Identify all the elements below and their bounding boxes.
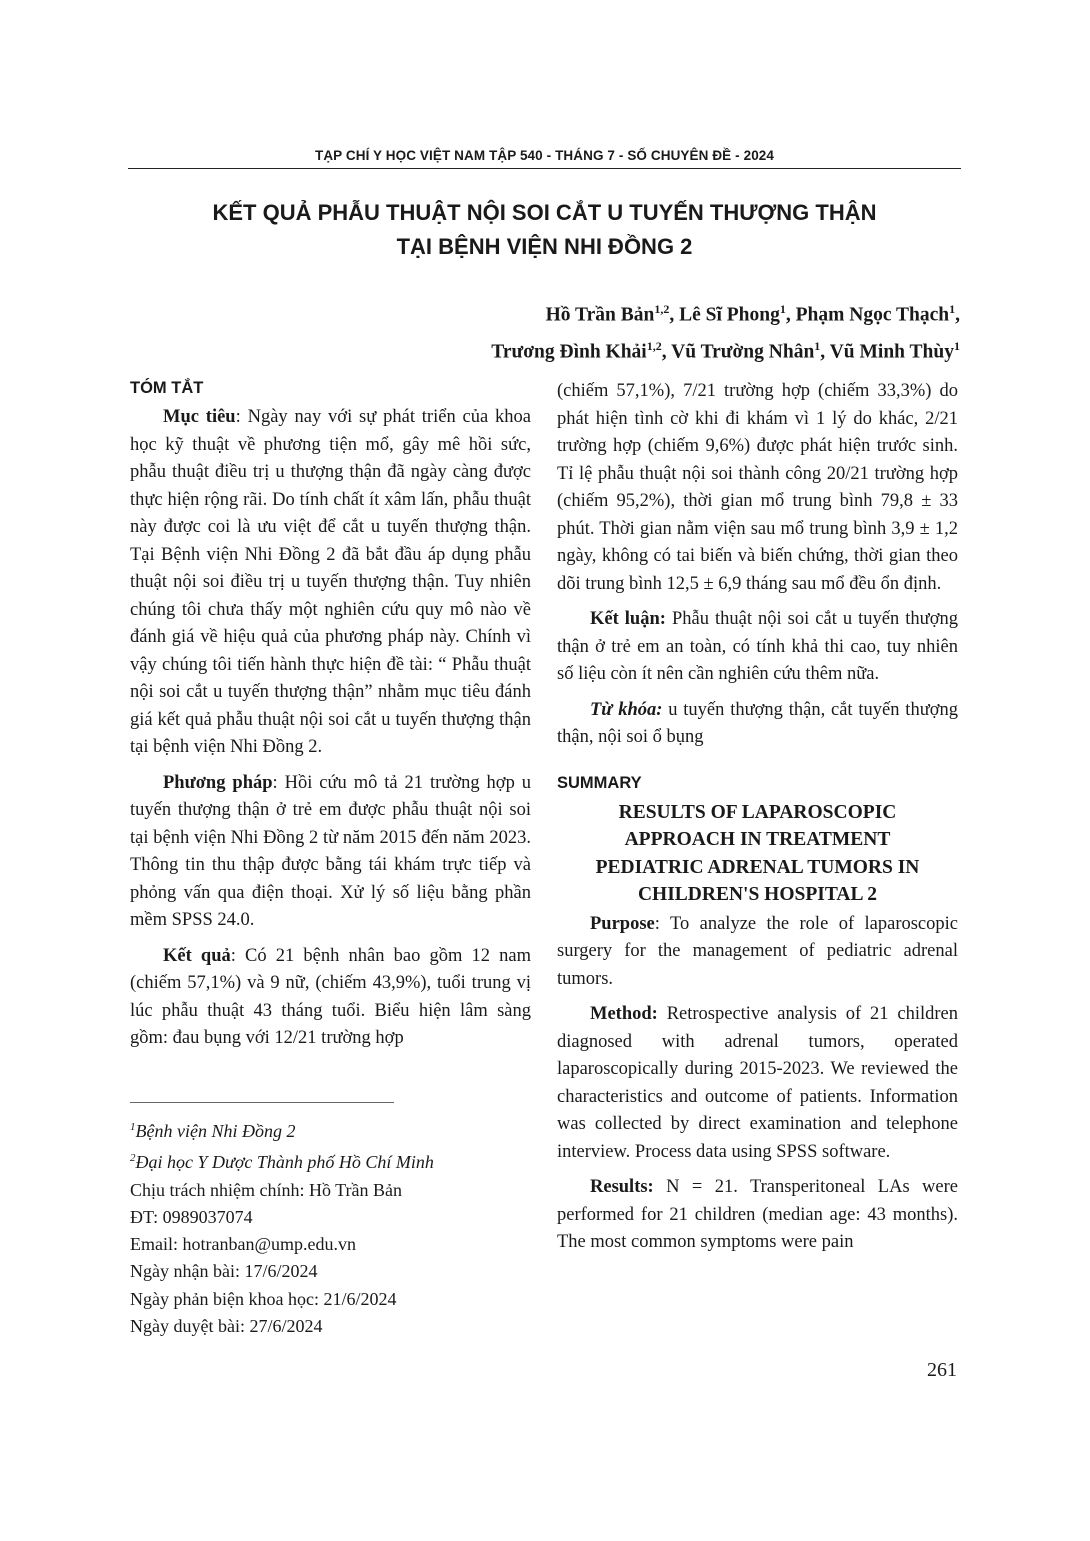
objective-paragraph (130, 404, 531, 762)
method-en-text: Retrospective analysis of 21 children diagnosed with adrenal tumors, operated laparoscopically during 2015-2023. We reviewed the characteristics and outcome of patients. Information was collected by direct examination and telephone interview. Process data using SPSS software. (557, 1004, 958, 1162)
summary-title-line: PEDIATRIC ADRENAL TUMORS IN (595, 856, 920, 878)
method-en-label: Method: (590, 1004, 658, 1024)
conclusion-paragraph (557, 606, 958, 689)
results-en-paragraph (557, 1174, 958, 1257)
author-affiliation: 1 (779, 302, 786, 316)
method-paragraph (130, 770, 531, 935)
objective-text: : Ngày nay với sự phát triển của khoa học kỹ thuật về phương tiện mổ, gây mê hồi sức, phẫu thuật điều trị u thượng thận đã ngày càng được thực hiện rộng rãi. Do tính chất ít xâm lấn, phẫu thuật này được coi là ưu việt để cắt u tuyến thượng thận. Tại Bệnh viện Nhi Đồng 2 đã bắt đầu áp dụng phẫu thuật nội soi điều trị u tuyến thượng thận. Tuy nhiên chúng tôi chưa thấy một nghiên cứu quy mô nào về đánh giá về hiệu quả của phương pháp này. Chính vì vậy chúng tôi tiến hành thực hiện đề tài: “ Phẫu thuật nội soi cắt u tuyến thượng thận” nhằm mục tiêu đánh giá kết quả phẫu thuật nội soi cắt u tuyến thượng thận tại bệnh viện Nhi Đồng 2. (130, 407, 531, 757)
summary-heading: SUMMARY (557, 773, 642, 792)
page-number: 261 (927, 1359, 957, 1381)
objective-label: Mục tiêu (163, 407, 236, 427)
responsible-author: Chịu trách nhiệm chính: Hồ Trần Bản (130, 1179, 402, 1200)
results-continued: (chiếm 57,1%), 7/21 trường hợp (chiếm 33,3%) do phát hiện tình cờ khi đi khám vì 1 lý do khác, 2/21 trường hợp (chiếm 9,6%) được phát hiện trước sinh. Tỉ lệ phẫu thuật nội soi thành công 20/21 trường hợp (chiếm 95,2%), thời gian mổ trung bình 79,8 ± 33 phút. Thời gian nằm viện sau mổ trung bình 3,9 ± 1,2 ngày, không có tai biến và biến chứng, thời gian theo dõi trung bình 12,5 ± 6,9 tháng sau mổ đều ổn định. (557, 381, 958, 594)
summary-title (557, 799, 958, 909)
conclusion-label: Kết luận: (590, 609, 666, 629)
footnotes (130, 1114, 530, 1340)
affiliation-2 (130, 1145, 530, 1176)
author-separator: , (785, 304, 796, 326)
date-reviewed: Ngày phản biện khoa học: 21/6/2024 (130, 1288, 397, 1309)
conclusion-text: Phẫu thuật nội soi cắt u tuyến thượng thận ở trẻ em an toàn, có tính khả thi cao, tuy nhiên số liệu còn ít nên cần nghiên cứu thêm nữa. (557, 609, 958, 684)
author-separator: , (669, 304, 680, 326)
author-name: Phạm Ngọc Thạch (795, 304, 950, 326)
abstract-heading-vi: TÓM TẮT (130, 379, 204, 397)
purpose-paragraph (557, 911, 958, 994)
method-en-paragraph (557, 1001, 958, 1166)
author-affiliation: 1 (814, 338, 821, 353)
author-separator: , (661, 341, 672, 362)
footnote-rule (130, 1102, 394, 1103)
author-name: Lê Sĩ Phong (679, 304, 780, 326)
author-affiliation: 1 (954, 338, 960, 353)
affiliation-number: 2 (130, 1152, 136, 1165)
author-affiliation: 1 (949, 302, 956, 316)
results-en-label: Results: (590, 1177, 654, 1197)
email-address: Email: hotranban@ump.edu.vn (130, 1234, 357, 1255)
author-name: Vũ Trường Nhân (671, 341, 815, 362)
method-text: : Hồi cứu mô tả 21 trường hợp u tuyến thượng thận ở trẻ em được phẫu thuật nội soi tại bệnh viện Nhi Đồng 2 từ năm 2015 đến năm 2023. Thông tin thu thập được bằng tái khám trực tiếp và phỏng vấn qua điện thoại. Xử lý số liệu bằng phần mềm SPSS 24.0. (130, 772, 532, 930)
author-name: Hồ Trần Bản (545, 304, 655, 326)
purpose-text: : To analyze the role of laparoscopic surgery for the management of pediatric adrenal tumors. (557, 913, 958, 989)
results-en-text: N = 21. Transperitoneal LAs were performed for 21 children (median age: 43 months). The most common symptoms were pain (557, 1177, 958, 1252)
results-text: : Có 21 bệnh nhân bao gồm 12 nam (chiếm 57,1%) và 9 nữ, (chiếm 43,9%), tuổi trung vị lúc phẫu thuật 43 tháng tuổi. Biểu hiện lâm sàng gồm: đau bụng với 12/21 trường hợp (130, 945, 531, 1048)
author-separator: , (820, 341, 830, 362)
author-line-2 (300, 331, 960, 368)
keywords-label: Từ khóa: (590, 699, 663, 720)
author-name: Vũ Minh Thùy (829, 341, 954, 362)
summary-title-line: APPROACH IN TREATMENT (624, 829, 891, 850)
affiliation-text: Đại học Y Dược Thành phố Hồ Chí Minh (135, 1152, 434, 1173)
author-name: Trương Đình Khải (491, 341, 647, 362)
keywords-text: u tuyến thượng thận, cắt tuyến thượng thận, nội soi ổ bụng (557, 699, 958, 747)
date-accepted: Ngày duyệt bài: 27/6/2024 (130, 1316, 323, 1337)
results-label: Kết quả (163, 945, 231, 966)
phone-number: ĐT: 0989037074 (130, 1206, 253, 1227)
author-affiliation: 1,2 (654, 302, 670, 316)
author-affiliation: 1,2 (646, 338, 662, 353)
summary-title-line: RESULTS OF LAPAROSCOPIC (618, 801, 897, 823)
author-list (300, 294, 960, 367)
results-paragraph (130, 943, 531, 1053)
affiliation-number: 1 (130, 1121, 136, 1133)
title-line-1: KẾT QUẢ PHẪU THUẬT NỘI SOI CẮT U TUYẾN THƯỢNG THẬN (212, 200, 877, 225)
title-line-2: TẠI BỆNH VIỆN NHI ĐỒNG 2 (396, 234, 693, 259)
affiliation-text: Bệnh viện Nhi Đồng 2 (135, 1121, 296, 1141)
journal-header: TẠP CHÍ Y HỌC VIỆT NAM TẬP 540 - THÁNG 7 - SỐ CHUYÊN ĐỀ - 2024 (314, 148, 775, 163)
summary-title-line: CHILDREN'S HOSPITAL 2 (637, 884, 878, 905)
right-column (557, 378, 958, 1257)
article-title (128, 196, 961, 264)
author-line-1 (300, 294, 960, 331)
purpose-label: Purpose (590, 913, 655, 934)
left-column (130, 375, 531, 1053)
author-separator: , (955, 304, 960, 326)
header-rule (128, 168, 961, 169)
method-label: Phương pháp (163, 772, 273, 793)
date-received: Ngày nhận bài: 17/6/2024 (130, 1261, 318, 1282)
keywords-paragraph (557, 697, 958, 752)
affiliation-1 (130, 1114, 530, 1145)
